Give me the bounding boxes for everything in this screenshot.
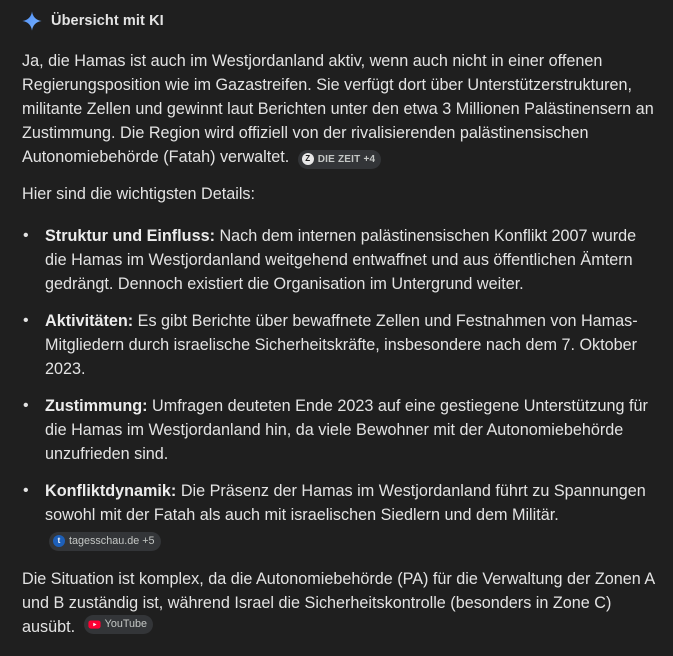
outro-paragraph <box>22 567 659 639</box>
bullet-marker: • <box>23 397 29 414</box>
list-item-zustimmung <box>22 394 659 466</box>
list-item-text: Nach dem internen palästinensischen Konflikt 2007 wurde die Hamas im Westjordanland weitgehend entwaffnet und aus öffentlichen Ämtern gedrängt. Dennoch existiert die Organisation im Untergrund weiter. <box>45 227 637 293</box>
details-subheading: Hier sind die wichtigsten Details: <box>22 185 256 203</box>
bullet-marker: • <box>23 482 29 499</box>
source-chip-die-zeit[interactable] <box>298 150 382 169</box>
youtube-icon <box>88 618 101 631</box>
outro-text: Die Situation ist komplex, da die Autonomiebehörde (PA) für die Verwaltung der Zonen A und B zuständig ist, während Israel die Sicherheitskontrolle (besonders in Zone C) ausübt. <box>22 570 655 636</box>
source-chip-label: DIE ZEIT +4 <box>317 153 376 165</box>
list-item-term: Konfliktdynamik: <box>45 482 177 500</box>
source-chip-tagesschau[interactable] <box>49 532 161 551</box>
source-chip-label: tagesschau.de +5 <box>69 534 155 547</box>
list-item-konfliktdynamik <box>22 479 659 551</box>
details-list <box>22 224 659 551</box>
list-item-text: Die Präsenz der Hamas im Westjordanland führt zu Spannungen sowohl mit der Fatah als auch mit israelischen Siedlern und dem Militär. <box>45 482 646 524</box>
list-item-struktur <box>22 224 659 296</box>
list-item-term: Struktur und Einfluss: <box>45 227 215 245</box>
ai-overview-header <box>21 8 659 34</box>
intro-text: Ja, die Hamas ist auch im Westjordanland aktiv, wenn auch nicht in einer offenen Regierungsposition wie im Gazastreifen. Sie verfügt dort über Unterstützerstrukturen, militante Zellen und gewinnt laut Berichten unter den etwa 3 Millionen Palästinensern an Zustimmung. Die Region wird offiziell von der rivalisierenden palästinensischen Autonomiebehörde (Fatah) verwaltet. <box>22 52 654 166</box>
source-chip-label: YouTube <box>104 618 148 630</box>
bullet-marker: • <box>23 227 29 244</box>
bullet-marker: • <box>23 312 29 329</box>
source-chip-youtube[interactable] <box>84 615 153 634</box>
intro-paragraph <box>22 49 659 169</box>
die-zeit-logo-icon: Z <box>302 153 314 165</box>
list-item-term: Aktivitäten: <box>45 312 134 330</box>
ai-overview-title: Übersicht mit KI <box>51 13 164 29</box>
tagesschau-logo-icon: t <box>53 535 65 547</box>
list-item-text: Umfragen deuteten Ende 2023 auf eine gestiegene Unterstützung für die Hamas im Westjordanland hin, da viele Bewohner mit der Autonomiebehörde unzufrieden sind. <box>45 397 648 463</box>
list-item-aktivitaeten <box>22 309 659 381</box>
list-item-term: Zustimmung: <box>45 397 148 415</box>
list-item-text: Es gibt Berichte über bewaffnete Zellen und Festnahmen von Hamas-Mitgliedern durch israelische Sicherheitskräfte, insbesondere nach dem 7. Oktober 2023. <box>45 312 638 378</box>
gemini-sparkle-icon <box>21 10 43 32</box>
